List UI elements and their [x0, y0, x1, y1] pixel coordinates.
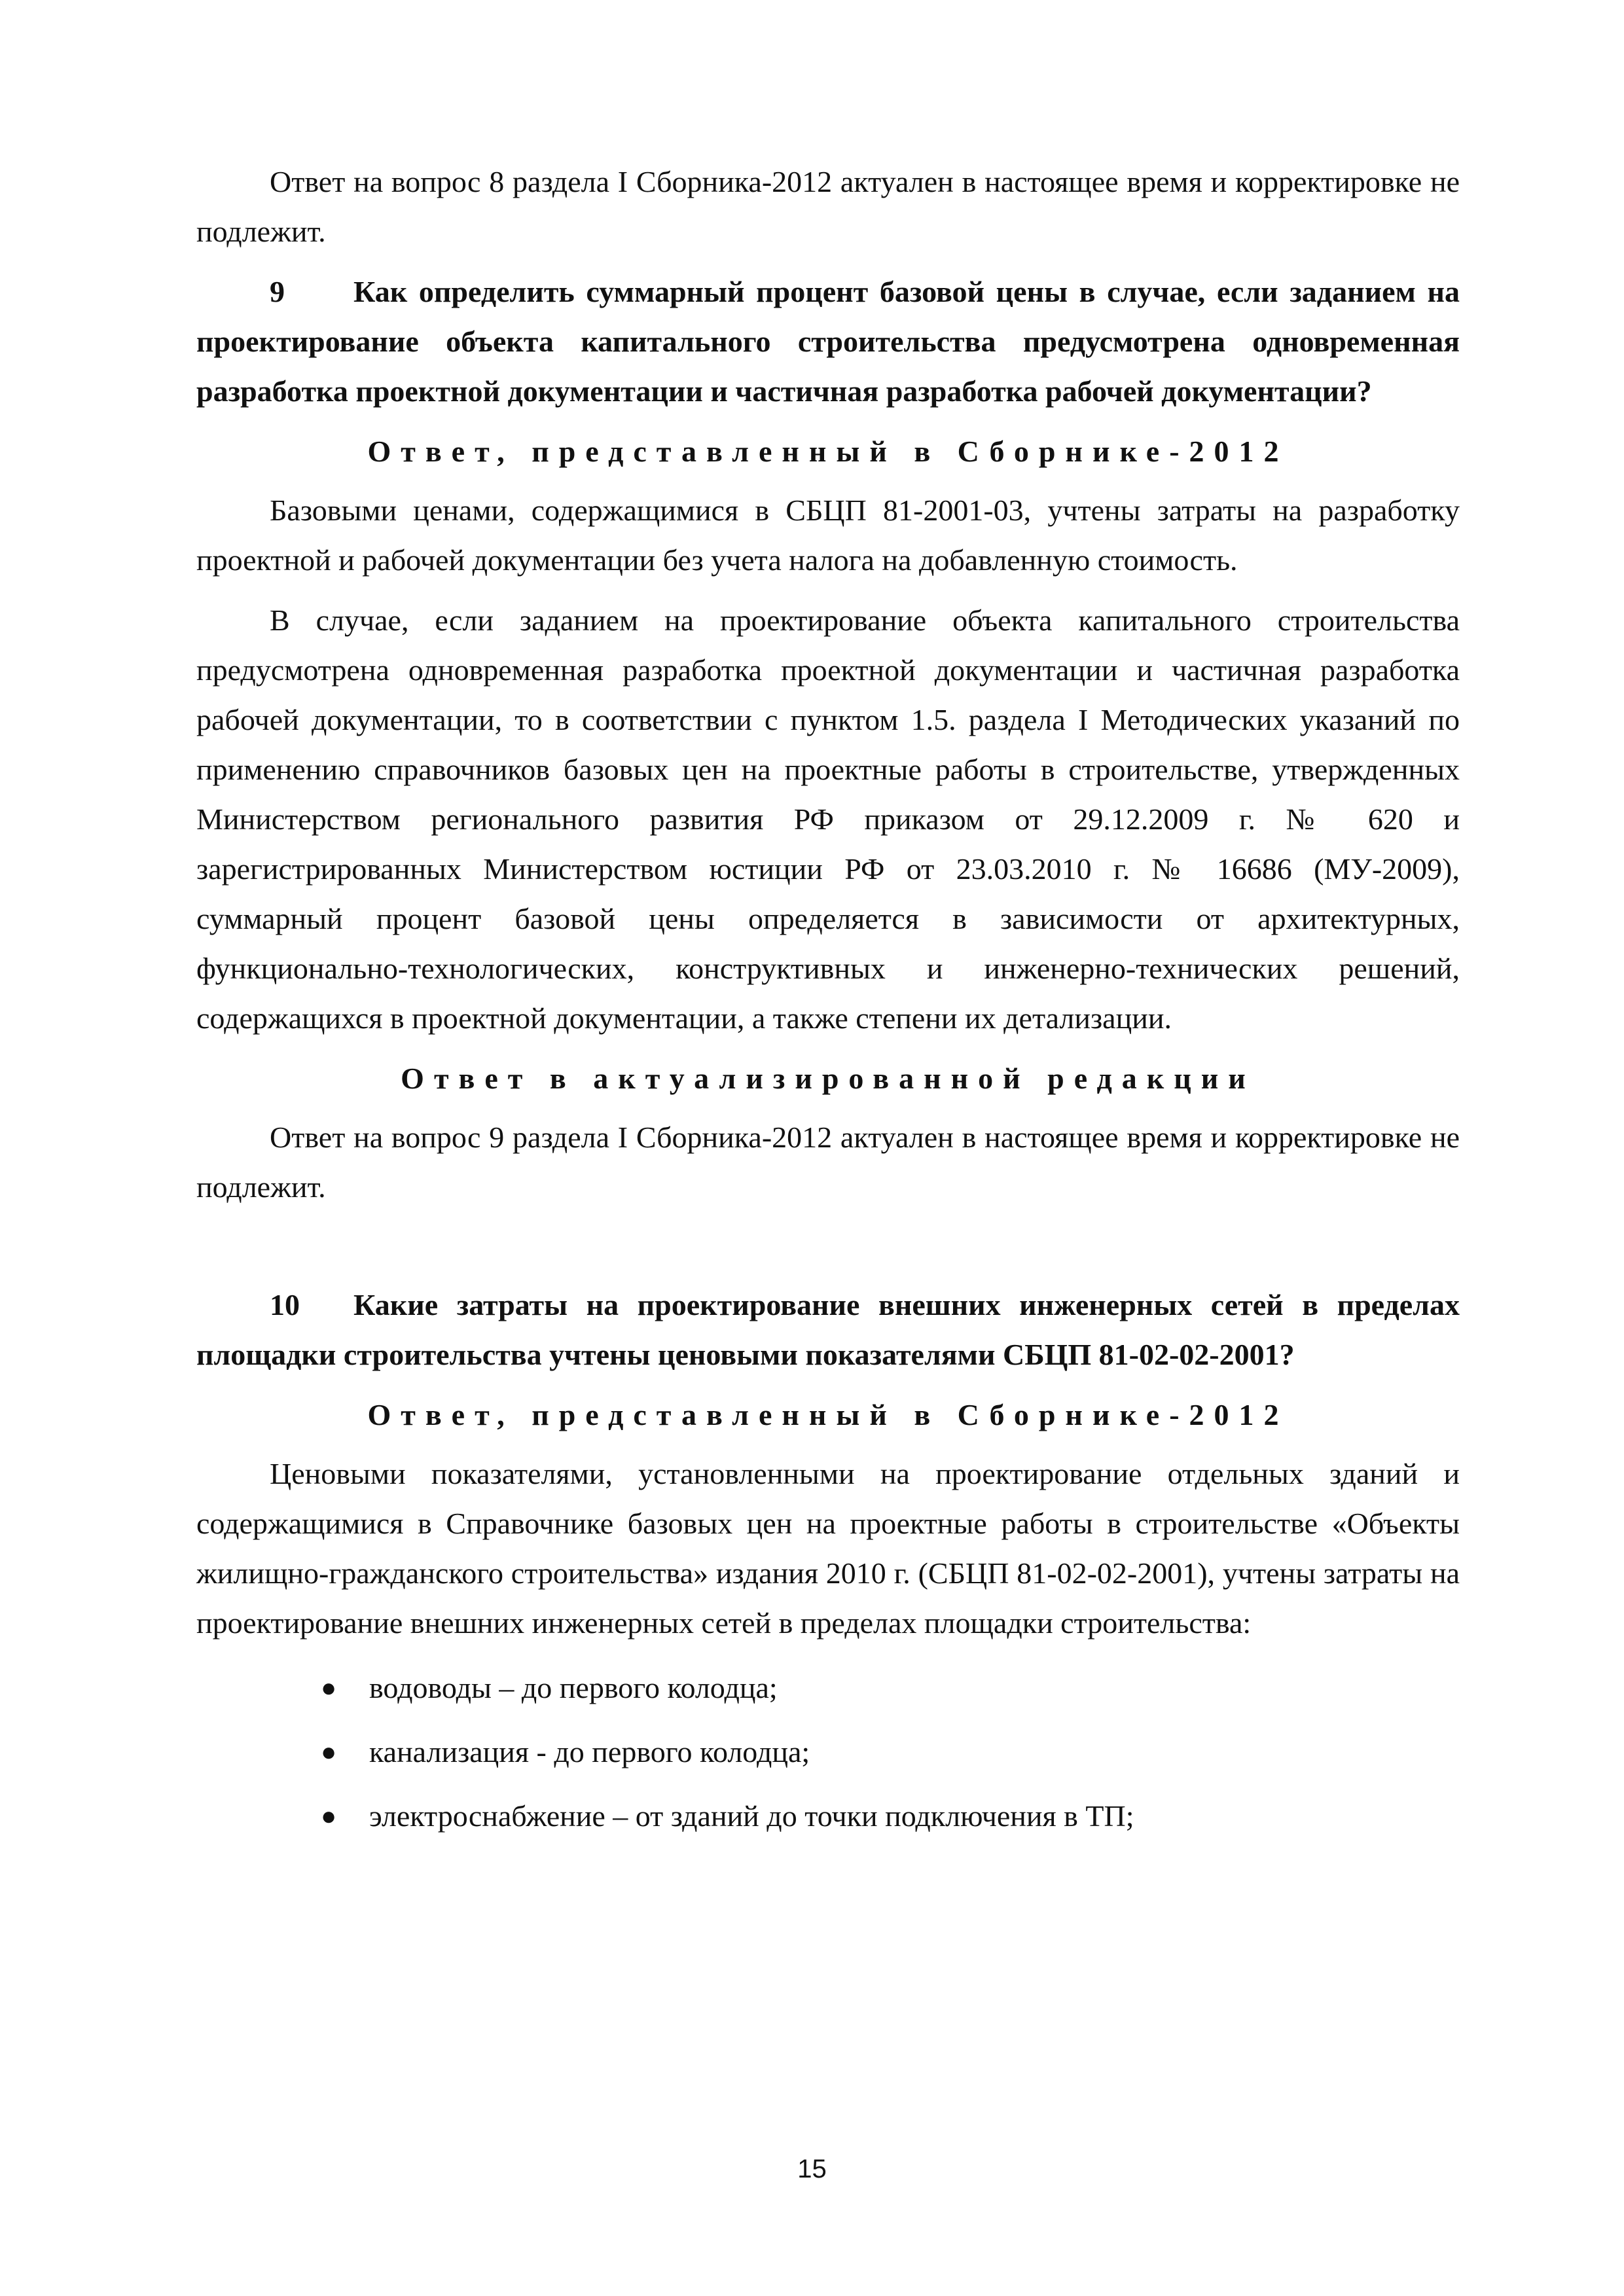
q9-updated-heading: Ответ в актуализированной редакции — [401, 1062, 1255, 1095]
intro-paragraph: Ответ на вопрос 8 раздела I Сборника-2012 актуален в настоящее время и корректировке не подлежит. — [196, 165, 1460, 248]
document-page — [196, 157, 1460, 1848]
q9-answer-paragraph-1: Базовыми ценами, содержащимися в СБЦП 81-2001-03, учтены затраты на разработку проектной и рабочей документации без учета налога на добавленную стоимость. — [196, 493, 1460, 577]
list-item — [196, 1784, 1460, 1848]
question-10-number: 10 — [270, 1288, 300, 1321]
bullet-icon: ● — [321, 1801, 337, 1831]
bullet-icon: ● — [321, 1673, 337, 1702]
question-10-text: Какие затраты на проектирование внешних инженерных сетей в пределах площадки строительства учтены ценовыми показателями СБЦП 81-02-02-2001? — [196, 1288, 1460, 1371]
q9-updated-paragraph: Ответ на вопрос 9 раздела I Сборника-2012 актуален в настоящее время и корректировке не подлежит. — [196, 1121, 1460, 1204]
question-10 — [196, 1280, 1460, 1380]
list-item-text: водоводы – до первого колодца; — [369, 1671, 778, 1704]
question-9-text: Как определить суммарный процент базовой цены в случае, если заданием на проектирование объекта капитального строительства предусмотрена одновременная разработка проектной документации и частичная разработка рабочей документации? — [196, 275, 1460, 408]
q9-answer-paragraph-2: В случае, если заданием на проектирование объекта капитального строительства предусмотрена одновременная разработка проектной документации и частичная разработка рабочей документации, то в соответствии с пунктом 1.5. раздела I Методических указаний по применению справочников базовых цен на проектные работы в строительстве, утвержденных Министерством регионального развития РФ приказом от 29.12.2009 г. № 620 и зарегистрированных Министерством юстиции РФ от 23.03.2010 г. № 16686 (МУ-2009), суммарный процент базовой цены определяется в зависимости от архитектурных, функционально-технологических, конструктивных и инженерно-технических решений, содержащихся в проектной документации, а также степени их детализации. — [196, 603, 1460, 1035]
list-item-text: канализация - до первого колодца; — [369, 1735, 810, 1768]
q10-answer-heading: Ответ, представленный в Сборнике-2012 — [367, 1398, 1289, 1431]
question-9-number: 9 — [270, 275, 285, 308]
list-item — [196, 1720, 1460, 1784]
question-9 — [196, 267, 1460, 416]
list-item-text: электроснабжение – от зданий до точки подключения в ТП; — [369, 1799, 1134, 1833]
section-spacer — [196, 1212, 1460, 1280]
q10-answer-paragraph: Ценовыми показателями, установленными на проектирование отдельных зданий и содержащимися в Справочнике базовых цен на проектные работы в строительстве «Объекты жилищно-гражданского строительства» издания 2010 г. (СБЦП 81-02-02-2001), учтены затраты на проектирование внешних инженерных сетей в пределах площадки строительства: — [196, 1457, 1460, 1640]
q9-answer-heading: Ответ, представленный в Сборнике-2012 — [367, 435, 1289, 468]
q10-bullet-list — [196, 1656, 1460, 1848]
page-number: 15 — [797, 2155, 827, 2183]
bullet-icon: ● — [321, 1737, 337, 1767]
list-item — [196, 1656, 1460, 1720]
